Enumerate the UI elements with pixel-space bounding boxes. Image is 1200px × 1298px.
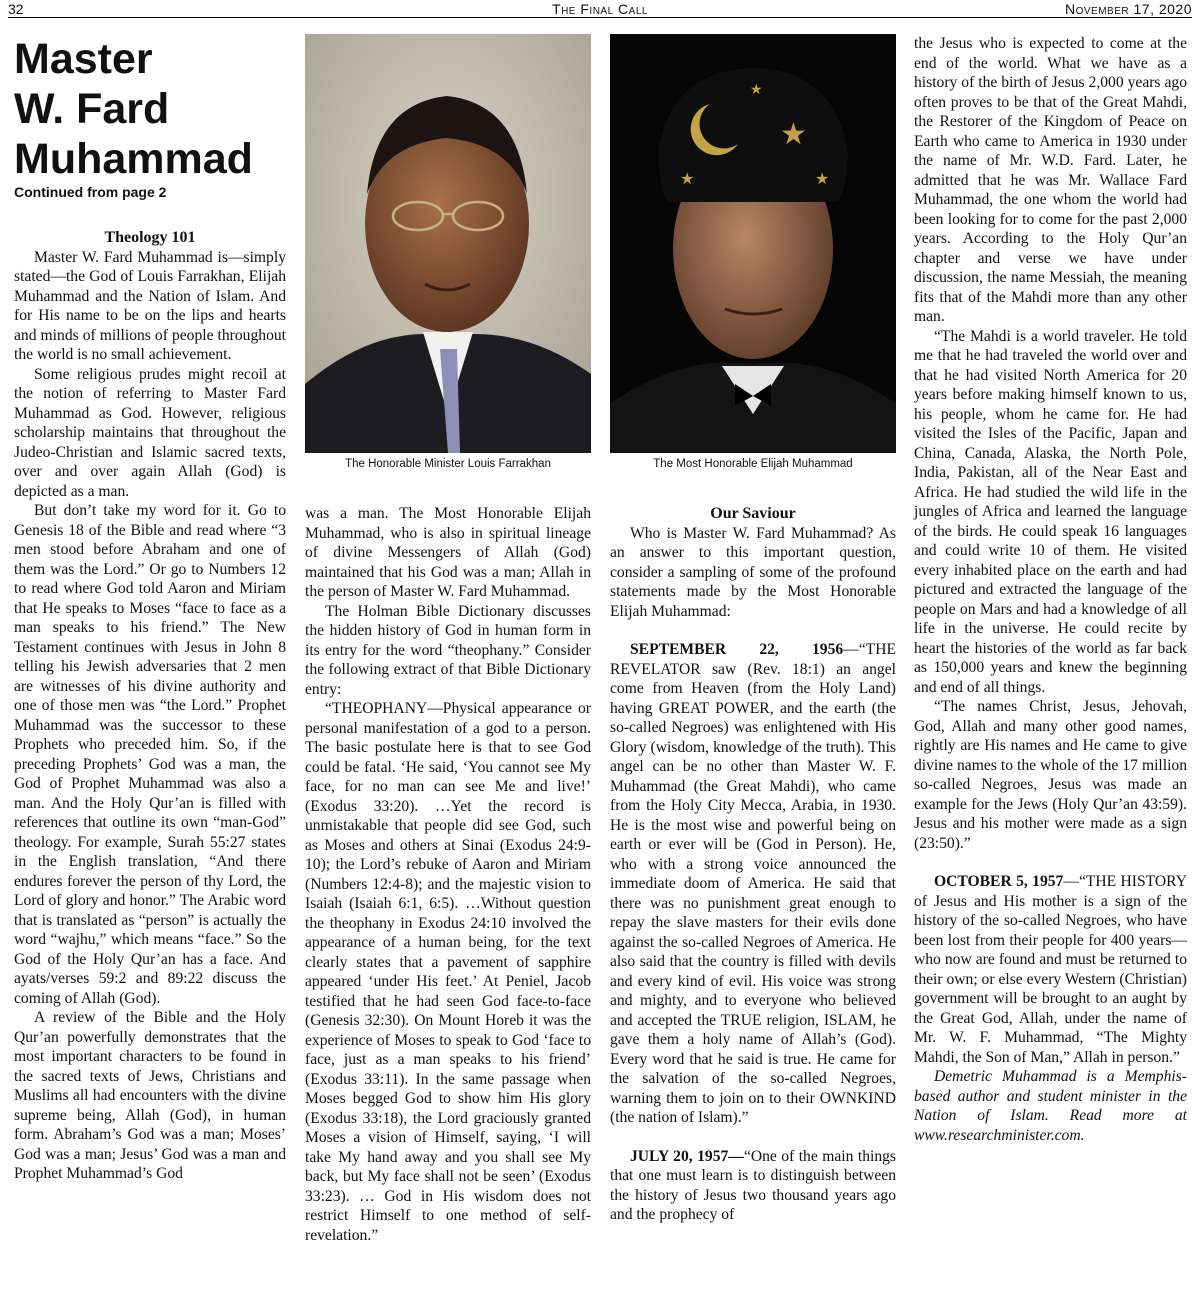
column-3 <box>610 504 896 1225</box>
photo-caption: The Honorable Minister Louis Farrakhan <box>345 458 551 470</box>
date-lead: OCTOBER 5, 1957 <box>934 873 1064 890</box>
headline: Master W. Fard Muhammad <box>14 35 253 183</box>
column-2 <box>305 504 591 1245</box>
paragraph: Who is Master W. Fard Muhammad? As an answer to this important question, consider a sampling of some of the profound statements made by the Most Honorable Elijah Muhammad: <box>610 524 896 620</box>
paragraph: Master W. Fard Muhammad is—simply stated—the God of Louis Farrakhan, Elijah Muhammad and the Nation of Islam. And for His name to be on the lips and hearts and minds of millions of people throughout the world is no small achievement. <box>14 248 286 363</box>
paragraph: Some religious prudes might recoil at the notion of referring to Master Fard Muhammad as God. However, religious scholarship maintains that throughout the Judeo-Christian and Islamic sacred texts, over and over again Allah (God) is depicted as a man. <box>14 365 286 500</box>
masthead: The Final Call <box>552 1 648 17</box>
svg-text:★: ★ <box>815 169 830 188</box>
page-number: 32 <box>8 1 24 17</box>
paragraph: the Jesus who is expected to come at the end of the world. What we have as a history of the birth of Jesus 2,000 years ago often proves to be that of the Great Mahdi, the Restorer of the Kingdom of Peace on Earth who came to America in 1930 under the name of Mr. W.D. Fard. Later, he admitted that he was Mr. Wallace Fard Muhammad, the one whom the world had been looking for to come for the past 2,000 years. According to the Holy Qur’an chapter and verse we have under discussion, the name Messiah, the meaning fits that of the Mahdi more than any other man. <box>914 35 1187 325</box>
column-4 <box>914 34 1187 1145</box>
date-lead: SEPTEMBER 22, 1956 <box>630 641 844 658</box>
paragraph: “The names Christ, Jesus, Jehovah, God, Allah and many other good names, rightly are His names and He came to give divine names to the whole of the 17 million so-called Negroes, Jesus was made an example for the Jews (Holy Qur’an 43:59). Jesus and his mother were made as a sign (23:50).” <box>914 698 1187 852</box>
svg-text:★: ★ <box>780 117 807 152</box>
author-byline: Demetric Muhammad is a Memphis-based author and student minister in the Nation of Islam. Read more at www.researchminister.com. <box>914 1068 1187 1144</box>
paragraph: OCTOBER 5, 1957—“THE HISTORY of Jesus and His mother is a sign of the history of the so-called Negroes, who have been lost from their people for 400 years—who now are found and must be returned to their own; or else every Western (Christian) government will be brought to an aught by the Great God, Allah, under the name of Mr. W. F. Muhammad, “The Mighty Mahdi, the Son of Man,” Allah in person.” <box>914 873 1187 1066</box>
photo-caption: The Most Honorable Elijah Muhammad <box>653 458 853 470</box>
paragraph: was a man. The Most Honorable Elijah Muhammad, who is also in spiritual lineage of divine Messengers of Allah (God) maintained that his God was a man; Allah in the person of Master W. Fard Muhammad. <box>305 505 591 600</box>
paragraph: JULY 20, 1957—“One of the main things that one must learn is to distinguish between the history of Jesus two thousand years ago and the prophecy of <box>610 1147 896 1223</box>
paragraph: “The Mahdi is a world traveler. He told me that he had traveled the world over and that he had visited North America for 20 years before making himself known to us, his people, whom he came for. He had visited the Isles of the Pacific, Japan and China, Canada, Alaska, the North Pole, India, Pakistan, all of the Near East and Africa. He had studied the wild life in the jungles of Africa and learned the language of the birds. He could speak 16 languages and could write 10 of them. He visited every inhabited place on the earth and had pictured and extracted the language of the people on Mars and had a knowledge of all life in the universe. He could recite by heart the histories of the world as far back as 150,000 years and knew the beginning and end of all things. <box>914 327 1187 696</box>
column-1 <box>14 34 286 1184</box>
subhead-our-saviour: Our Saviour <box>710 505 796 522</box>
continued-note: Continued from page 2 <box>14 184 167 200</box>
svg-text:★: ★ <box>750 82 763 98</box>
date-lead: JULY 20, 1957— <box>630 1147 744 1165</box>
paragraph: “THEOPHANY—Physical appearance or personal manifestation of a god to a person. The basic postulate here is that to see God could be fatal. ‘He said, ‘You cannot see My face, for no man can see Me and live!’ (Exodus 33:20). …Yet the record is unmistakable that people did see God, such as Moses and others at Sinai (Exodus 24:9-10); the Lord’s rebuke of Aaron and Miriam (Numbers 12:4-8); and the majestic vision to Isaiah (Isaiah 6:1, 6:5). …Without question the theophany in Exodus 24:10 involved the appearance of a human being, for the text clearly states that a pavement of sapphire appeared ‘under His feet.’ At Peniel, Jacob testified that he had seen God face-to-face (Genesis 32:30). On Mount Horeb it was the experience of Moses to speak to God ‘face to face, just as a man speaks to his friend’ (Exodus 33:11). In the same passage when Moses begged God to show him His glory (Exodus 33:18), the Lord graciously granted Moses a vision of Himself, saying, ‘I will take My hand away and you shall see My back, but My face shall not be seen’ (Exodus 33:23). … God in His wisdom does not restrict Himself to one method of self-revelation.” <box>305 700 591 1244</box>
paragraph: The Holman Bible Dictionary discusses the hidden history of God in human form in its entry for the word “theophany.” Consider the following extract of that Bible Dictionary entry: <box>305 602 591 698</box>
paragraph: A review of the Bible and the Holy Qur’an powerfully demonstrates that the most important characters to be found in the sacred texts of Jews, Christians and Muslims all had encounters with the divine supreme being, Allah (God), in human form. Abraham’s God was a man; Moses’ God was a man; Jesus’ God was a man and Prophet Muhammad’s God <box>14 1009 286 1182</box>
issue-date: November 17, 2020 <box>1064 1 1192 17</box>
paragraph: SEPTEMBER 22, 1956—“THE REVELATOR saw (Rev. 18:1) an angel come from Heaven (from the Holy Land) having GREAT POWER, and the earth (the so-called Negroes) was enlightened with His Glory (wisdom, knowledge of the truth). This angel can be no other than Master W. F. Muhammad (the Great Mahdi), who came from the Holy City Mecca, Arabia, in 1930. He is the most wise and powerful being on earth or ever will be (God in Person). He, who with a strong voice announced the immediate doom of America. He said that there was no punishment great enough to repay the slave masters for their evils done against the so-called Negroes of America. He also said that the country is filled with devils and every kind of evil. His voice was strong and mighty, and to everyone who believed and accepted the TRUE religion, ISLAM, he gave them a holy name of Allah’s (God). Every word that he said is true. He came for the salvation of the so-called Negroes, warning them to join on to their OWNKIND (the nation of Islam).” <box>610 641 896 1126</box>
svg-text:★: ★ <box>680 169 695 188</box>
photo-elijah-muhammad <box>610 34 896 453</box>
photo-farrakhan <box>305 34 591 453</box>
subhead-theology: Theology 101 <box>104 229 196 246</box>
paragraph: But don’t take my word for it. Go to Genesis 18 of the Bible and read where “3 men stood before Abraham and one of them was the Lord.” Or go to Numbers 12 to read where God told Aaron and Miriam that He speaks to Moses “face to face as a man speaks to his friend.” The New Testament continues with Jesus in John 8 telling his Jewish adversaries that 2 men are witnesses of his divine authority and one of those men was “the Lord.” Prophet Muhammad was the successor to these Prophets who preceded him. So, if the preceding Prophets’ God was a man, the God of Prophet Muhammad was also a man. And the Holy Qur’an is filled with references that outline its own “man-God” theology. For example, Surah 55:27 states in the English translation, “And there endures forever the person of thy Lord, the Lord of glory and honor.” The Arabic word that is translated as “person” is actually the word “wajhu,” which means “face.” So the God of the Holy Qur’an has a face. And ayats/verses 59:2 and 89:22 discuss the coming of Allah (God). <box>14 502 286 1007</box>
page-header <box>8 0 1192 18</box>
